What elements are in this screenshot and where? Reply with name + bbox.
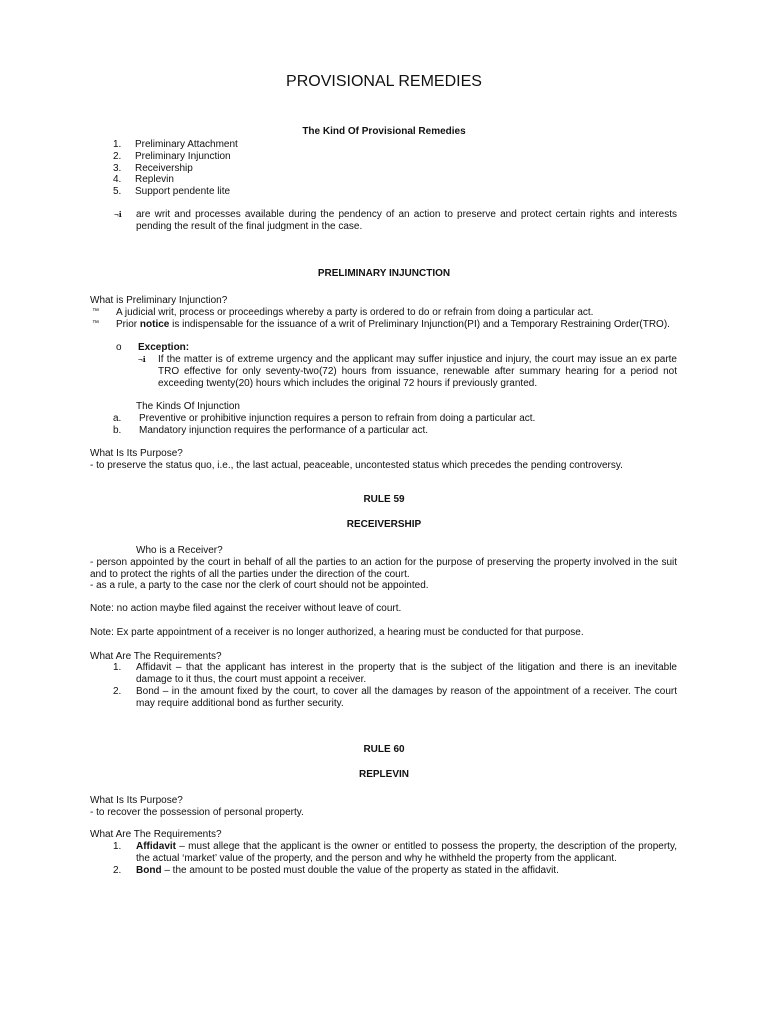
list-number: 4.	[113, 174, 122, 185]
kinds-heading: The Kind Of Provisional Remedies	[302, 126, 466, 137]
requirement-label: Bond	[136, 865, 162, 876]
exception-marker: o	[116, 342, 122, 353]
list-text: Preliminary Injunction	[135, 151, 231, 162]
page-title: PROVISIONAL REMEDIES	[286, 73, 482, 90]
replevin-requirement-1	[136, 841, 677, 865]
injunction-kinds-heading: The Kinds Of Injunction	[136, 401, 240, 412]
list-number: 3.	[113, 163, 122, 174]
rule-59-label: RULE 59	[363, 494, 405, 505]
receiver-requirement-1: Affidavit – that the applicant has interest in the property that is the subject of the litigation and there is an inevitable damage to it thus, the court must appoint a receiver.	[136, 662, 677, 685]
receiver-requirements-question: What Are The Requirements?	[90, 651, 222, 662]
kinds-note: are writ and processes available during the pendency of an action to preserve and protect certain rights and interests pending the result of the final judgment in the case.	[136, 209, 677, 232]
list-number: 2.	[113, 686, 122, 697]
receiver-requirement-2: Bond – in the amount fixed by the court, to cover all the damages by reason of the appointment of a receiver. The court may require additional bond as further security.	[136, 686, 677, 709]
receiver-note-2: Note: Ex parte appointment of a receiver is no longer authorized, a hearing must be conducted for that purpose.	[90, 627, 584, 638]
injunction-bullet-2	[116, 319, 677, 331]
bullet2-bold: notice	[139, 319, 170, 330]
replevin-requirements-question: What Are The Requirements?	[90, 829, 222, 840]
injunction-bullet-1: A judicial writ, process or proceedings whereby a party is ordered to do or refrain from doing a particular act.	[116, 307, 594, 318]
list-item	[113, 413, 535, 425]
exception-symbol: ¬ℹ	[138, 355, 146, 364]
requirement-label: Affidavit	[136, 841, 176, 852]
receiver-answer-2: - as a rule, a party to the case nor the clerk of court should not be appointed.	[90, 580, 429, 591]
list-text: Preventive or prohibitive injunction requires a person to refrain from doing a particular act.	[139, 413, 536, 424]
list-item	[113, 186, 230, 198]
replevin-heading: REPLEVIN	[358, 769, 409, 780]
injunction-purpose-answer: - to preserve the status quo, i.e., the last actual, peaceable, uncontested status which precedes the pending controversy.	[90, 460, 623, 471]
list-number: 2.	[113, 865, 122, 876]
list-number: 2.	[113, 151, 122, 162]
list-item	[113, 425, 428, 437]
list-text: Replevin	[135, 174, 174, 185]
replevin-requirement-2	[136, 865, 559, 877]
list-text: Support pendente lite	[135, 186, 231, 197]
list-marker: a.	[113, 413, 122, 424]
receiver-note-1: Note: no action maybe filed against the receiver without leave of court.	[90, 603, 402, 614]
list-number: 5.	[113, 186, 122, 197]
requirement-text: – must allege that the applicant is the owner or entitled to possess the property, the description of the property, the actual ‘market’ value of the property, and the person and why he withheld the property from the applicant.	[136, 841, 677, 864]
receiver-answer-1: - person appointed by the court in behalf of all the parties to an action for the purpose of preserving the property involved in the suit and to protect the rights of all the parties under the direction of the court.	[90, 557, 677, 580]
requirement-text: – the amount to be posted must double the value of the property as stated in the affidavit.	[161, 865, 559, 876]
list-marker: b.	[113, 425, 122, 436]
list-item	[113, 151, 231, 163]
bullet2-pre: Prior	[116, 319, 140, 330]
injunction-question: What is Preliminary Injunction?	[90, 295, 228, 306]
list-text: Mandatory injunction requires the performance of a particular act.	[139, 425, 429, 436]
list-text: Preliminary Attachment	[135, 139, 238, 150]
list-number: 1.	[113, 841, 122, 852]
bullet2-post: is indispensable for the issuance of a writ of Preliminary Injunction(PI) and a Temporary Restraining Order(TRO).	[169, 319, 670, 330]
injunction-heading: PRELIMINARY INJUNCTION	[317, 268, 451, 279]
list-text: Receivership	[135, 163, 193, 174]
bullet-symbol: ™	[92, 320, 99, 327]
list-number: 1.	[113, 139, 122, 150]
rule-60-label: RULE 60	[363, 744, 405, 755]
receivership-heading: RECEIVERSHIP	[346, 519, 422, 530]
list-number: 1.	[113, 662, 122, 673]
bullet-symbol: ™	[92, 308, 99, 315]
receiver-question: Who is a Receiver?	[136, 545, 223, 556]
exception-text: If the matter is of extreme urgency and the applicant may suffer injustice and injury, the court may issue an ex parte TRO effective for only seventy-two(72) hours from issuance, renewable after summary hearing for a period not exceeding twenty(20) hours which includes the original 72 hours if previously granted.	[158, 354, 677, 389]
injunction-purpose-question: What Is Its Purpose?	[90, 448, 183, 459]
exception-label: Exception:	[138, 342, 190, 353]
list-item	[113, 174, 174, 186]
replevin-purpose-question: What Is Its Purpose?	[90, 795, 183, 806]
list-item	[113, 139, 238, 151]
note-symbol: ¬ℹ	[114, 210, 122, 219]
replevin-purpose-answer: - to recover the possession of personal property.	[90, 807, 304, 818]
